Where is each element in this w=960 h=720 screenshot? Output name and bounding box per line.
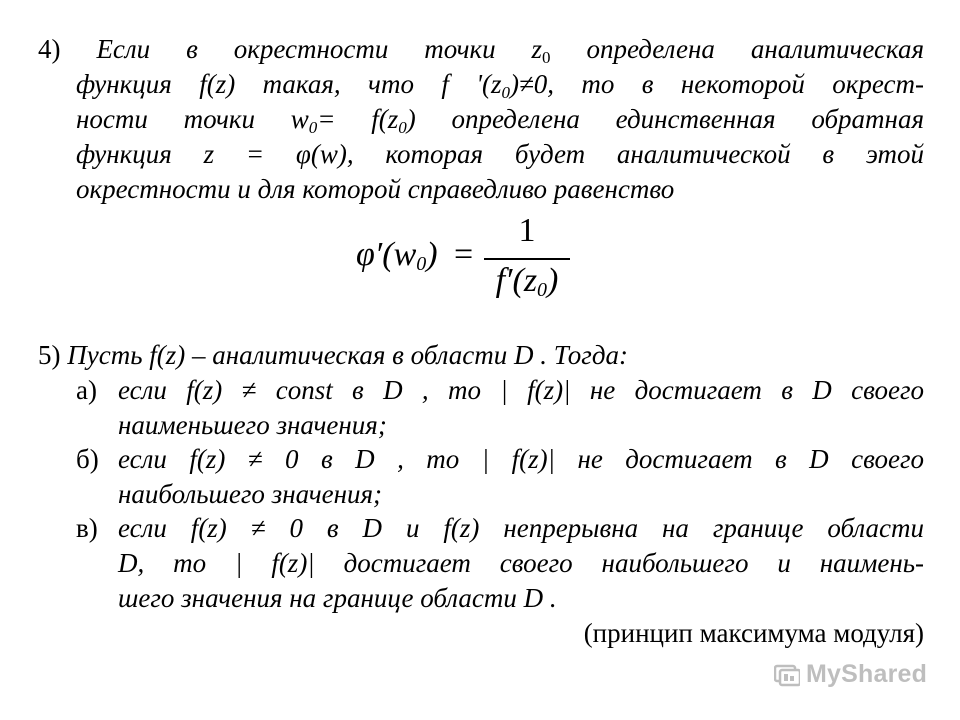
subitem-a-line1: если f(z) ≠ const в D , то | f(z)| не достигает в D своего [118,375,924,405]
subitem-c-line3: шего значения на границе области D . [118,583,557,613]
fraction-denominator [484,262,570,300]
lhs-a: φ′(w [356,236,417,273]
item4-l3b: = f(z [317,104,399,134]
den-b: ) [547,262,559,299]
subitem-c-line2: D, то | f(z)| достигает своего наибольшего и наимень- [118,548,924,578]
item4-l2c: )≠0, то в некоторой окрест- [509,69,924,99]
maximum-modulus-principle-label: (принцип максимума модуля) [583,618,924,648]
myshared-watermark [774,660,927,689]
item5-heading-text: Пусть f(z) – аналитическая в области D . Тогда: [67,340,628,370]
fz-symbol: f(z) [199,69,236,99]
z-symbol: z [531,34,543,64]
item4-text-b: определена аналитическая [550,34,924,64]
subitem-b-marker: б) [76,444,99,474]
item4-line5: окрестности и для которой справедливо равенство [76,174,675,204]
subscript: 0 [542,48,551,67]
item4-l2a: функция [76,69,200,99]
subscript: 0 [501,83,510,102]
subitem-a-marker: а) [76,375,97,405]
subitem-b-line2: наибольшего значения; [118,479,383,509]
item-number-4: 4) [38,34,61,64]
den-a: f′(z [495,262,538,299]
subitem-c-marker: в) [76,513,98,543]
formula-lhs [356,236,438,274]
item4-line1 [38,32,924,66]
fraction-numerator: 1 [518,212,536,249]
inverse-derivative-formula [356,212,576,301]
subscript: 0 [537,279,548,301]
item4-l3c: ) определена единственная обратная [406,104,924,134]
equals-sign: = [454,236,474,273]
subitem-b-line1: если f(z) ≠ 0 в D , то | f(z)| не достигает в D своего [118,444,924,474]
fraction-bar [484,258,570,260]
item4-line3 [76,102,924,136]
subscript: 0 [308,118,318,137]
item5-heading [38,338,628,372]
item4-text-a: Если в окрестности точки [96,34,532,64]
fprime-symbol: f '(z [441,69,502,99]
subitem-a-line2: наименьшего значения; [118,410,387,440]
subscript: 0 [416,253,427,275]
myshared-logo-text: MyShared [806,660,928,688]
item4-line2 [76,67,924,101]
item4-l2b: такая, что [235,69,442,99]
subitem-c-line1: если f(z) ≠ 0 в D и f(z) непрерывна на границе области [118,513,924,543]
subscript: 0 [398,118,407,137]
item4-l3a: ности точки w [76,104,309,134]
item4-line4: функция z = φ(w), которая будет аналитической в этой [76,139,924,169]
myshared-logo-icon [774,663,800,687]
lhs-b: ) [426,236,438,273]
item-number-5: 5) [38,340,61,370]
